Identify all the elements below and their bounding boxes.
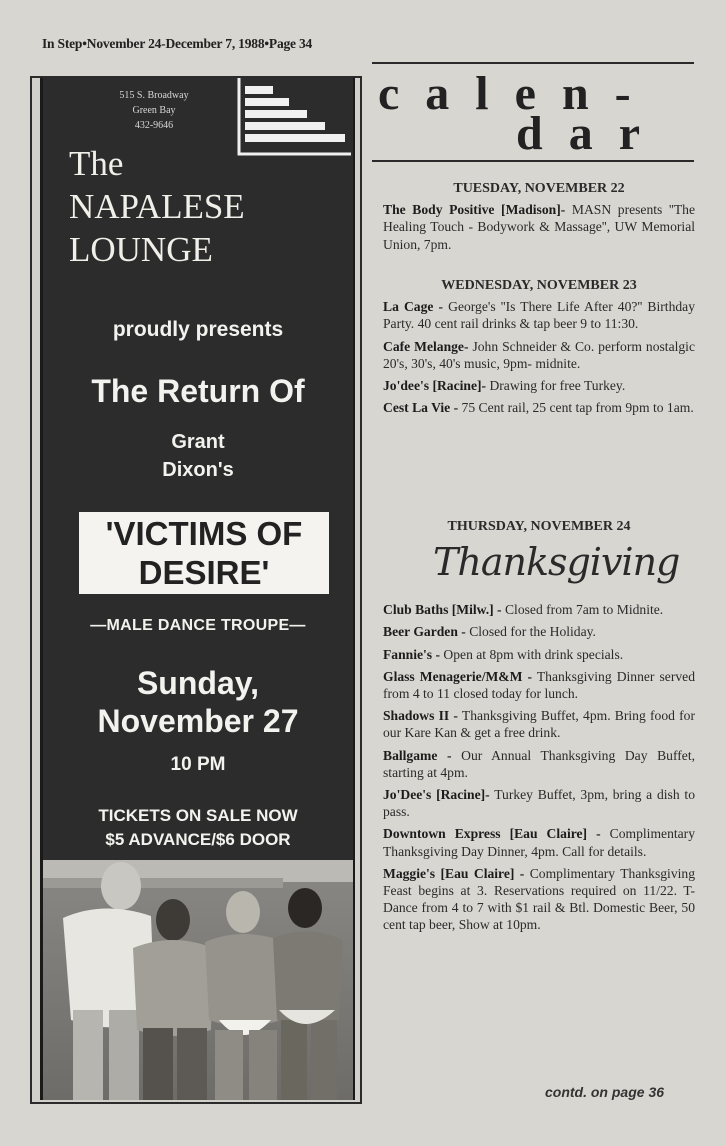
performer-name: [43, 428, 353, 484]
event-date: [43, 664, 353, 740]
ticket-line-1: TICKETS ON SALE NOW: [98, 806, 298, 825]
listing-venue: Ballgame -: [383, 747, 452, 763]
listing-entry: [383, 825, 695, 859]
listing-entry: [383, 399, 695, 416]
show-title-line-2: DESIRE': [138, 554, 270, 591]
troupe-label: —MALE DANCE TROUPE—: [90, 617, 306, 634]
venue-name-line-2: NAPALESE: [69, 187, 245, 226]
staircase-graphic: [231, 78, 353, 158]
listing-entry: [383, 707, 695, 741]
event-date-line-1: Sunday,: [136, 665, 260, 701]
day-heading-wednesday: WEDNESDAY, NOVEMBER 23: [441, 278, 637, 293]
listing-venue: Club Baths [Milw.] -: [383, 602, 502, 618]
calendar-title-line-2: dar: [516, 107, 666, 160]
venue-name-line-3: LOUNGE: [69, 230, 213, 269]
show-title: [79, 512, 329, 594]
listing-details: Complimentary Thanksgiving Day Dinner, 4pm. Call for details.: [383, 826, 695, 859]
listing-details: Turkey Buffet, 3pm, bring a dish to pass.: [383, 787, 695, 820]
listing-entry: [383, 668, 695, 702]
listing-entry: [383, 298, 695, 332]
listing-details: MASN presents ''The Healing Touch - Bodywork & Massage'', UW Memorial Union, 7pm.: [383, 202, 695, 252]
continued-note: contd. on page 36: [545, 1084, 665, 1100]
listing-details: Thanksgiving Buffet, 4pm. Bring food for our Kare Kan & get a free drink.: [383, 708, 695, 741]
venue-name-line-1: The: [69, 144, 124, 183]
tuesday-section: [383, 180, 695, 258]
address-city: Green Bay: [132, 105, 176, 116]
listing-entry: [383, 338, 695, 372]
return-text: The Return Of: [91, 373, 305, 409]
title-top-rule: [372, 62, 694, 64]
dancers-photo: [43, 860, 353, 1100]
listing-entry: [383, 747, 695, 781]
listing-venue: Cafe Melange-: [383, 338, 469, 354]
listing-details: 75 Cent rail, 25 cent tap from 9pm to 1am.: [458, 400, 694, 416]
day-heading-tuesday: TUESDAY, NOVEMBER 22: [453, 181, 625, 196]
wednesday-section: [383, 277, 695, 421]
listing-entry: [383, 601, 695, 618]
address-street: 515 S. Broadway: [119, 90, 189, 101]
listing-venue: Fannie's -: [383, 646, 441, 662]
listing-venue: Maggie's [Eau Claire] -: [383, 865, 525, 881]
listing-venue: Shadows II -: [383, 708, 458, 724]
listing-details: Closed for the Holiday.: [465, 624, 596, 640]
venue-address: [89, 88, 219, 133]
listing-venue: Glass Menagerie/M&M -: [383, 668, 533, 684]
listing-entry: [383, 646, 695, 663]
listing-venue: Cest La Vie -: [383, 400, 459, 416]
ticket-info: [43, 804, 353, 852]
day-heading-thursday: THURSDAY, NOVEMBER 24: [447, 519, 631, 534]
ad-panel: [40, 78, 355, 1100]
listing-entry: [383, 865, 695, 934]
venue-name: [69, 142, 245, 271]
listing-entry: [383, 201, 695, 253]
listing-details: Closed from 7am to Midnite.: [501, 602, 664, 618]
listing-entry: [383, 786, 695, 820]
listing-details: Our Annual Thanksgiving Day Buffet, starting at 4pm.: [383, 747, 695, 780]
event-date-line-2: November 27: [97, 703, 299, 739]
ticket-line-2: $5 ADVANCE/$6 DOOR: [105, 830, 291, 849]
listing-venue: La Cage -: [383, 299, 444, 315]
address-phone: 432-9646: [134, 120, 174, 131]
lounge-advertisement: [30, 76, 362, 1104]
listing-entry: [383, 377, 695, 394]
presents-text: proudly presents: [112, 318, 284, 341]
event-time: 10 PM: [170, 754, 226, 775]
listing-details: John Schneider & Co. perform nostalgic 20's, 30's, 40's music, 9pm- midnite.: [383, 338, 695, 371]
listing-venue: The Body Positive [Madison]-: [383, 202, 566, 218]
thursday-section: [383, 518, 695, 939]
listing-details: George's ''Is There Life After 40?'' Birthday Party. 40 cent rail drinks & tap beer 9 to 11:30.: [383, 299, 696, 332]
page-header: In Step•November 24-December 7, 1988•Page 34: [42, 36, 313, 51]
listing-details: Thanksgiving Dinner served from 4 to 11 closed today for lunch.: [383, 668, 695, 702]
listing-venue: Downtown Express [Eau Claire] -: [383, 826, 601, 842]
calendar-title-line-1: calen-: [378, 67, 657, 120]
listing-entry: [383, 623, 695, 640]
performer-line-1: Grant: [171, 431, 225, 453]
listing-details: Drawing for free Turkey.: [486, 378, 626, 394]
show-title-line-1: 'VICTIMS OF: [105, 515, 303, 552]
listing-venue: Jo'dee's [Racine]-: [383, 378, 487, 394]
listing-details: Open at 8pm with drink specials.: [440, 646, 624, 662]
thanksgiving-script: Thanksgiving: [433, 540, 680, 585]
listing-details: Complimentary Thanksgiving Feast begins at 3. Reservations required on 11/22. T-Dance from 4 to 7 with $1 rail & Btl. Domestic Beer, 50 cent tap beer, Show at 10pm.: [383, 865, 695, 933]
listing-venue: Jo'Dee's [Racine]-: [383, 787, 490, 803]
performer-line-2: Dixon's: [162, 459, 234, 481]
title-bottom-rule: [372, 160, 694, 162]
listing-venue: Beer Garden -: [383, 624, 466, 640]
